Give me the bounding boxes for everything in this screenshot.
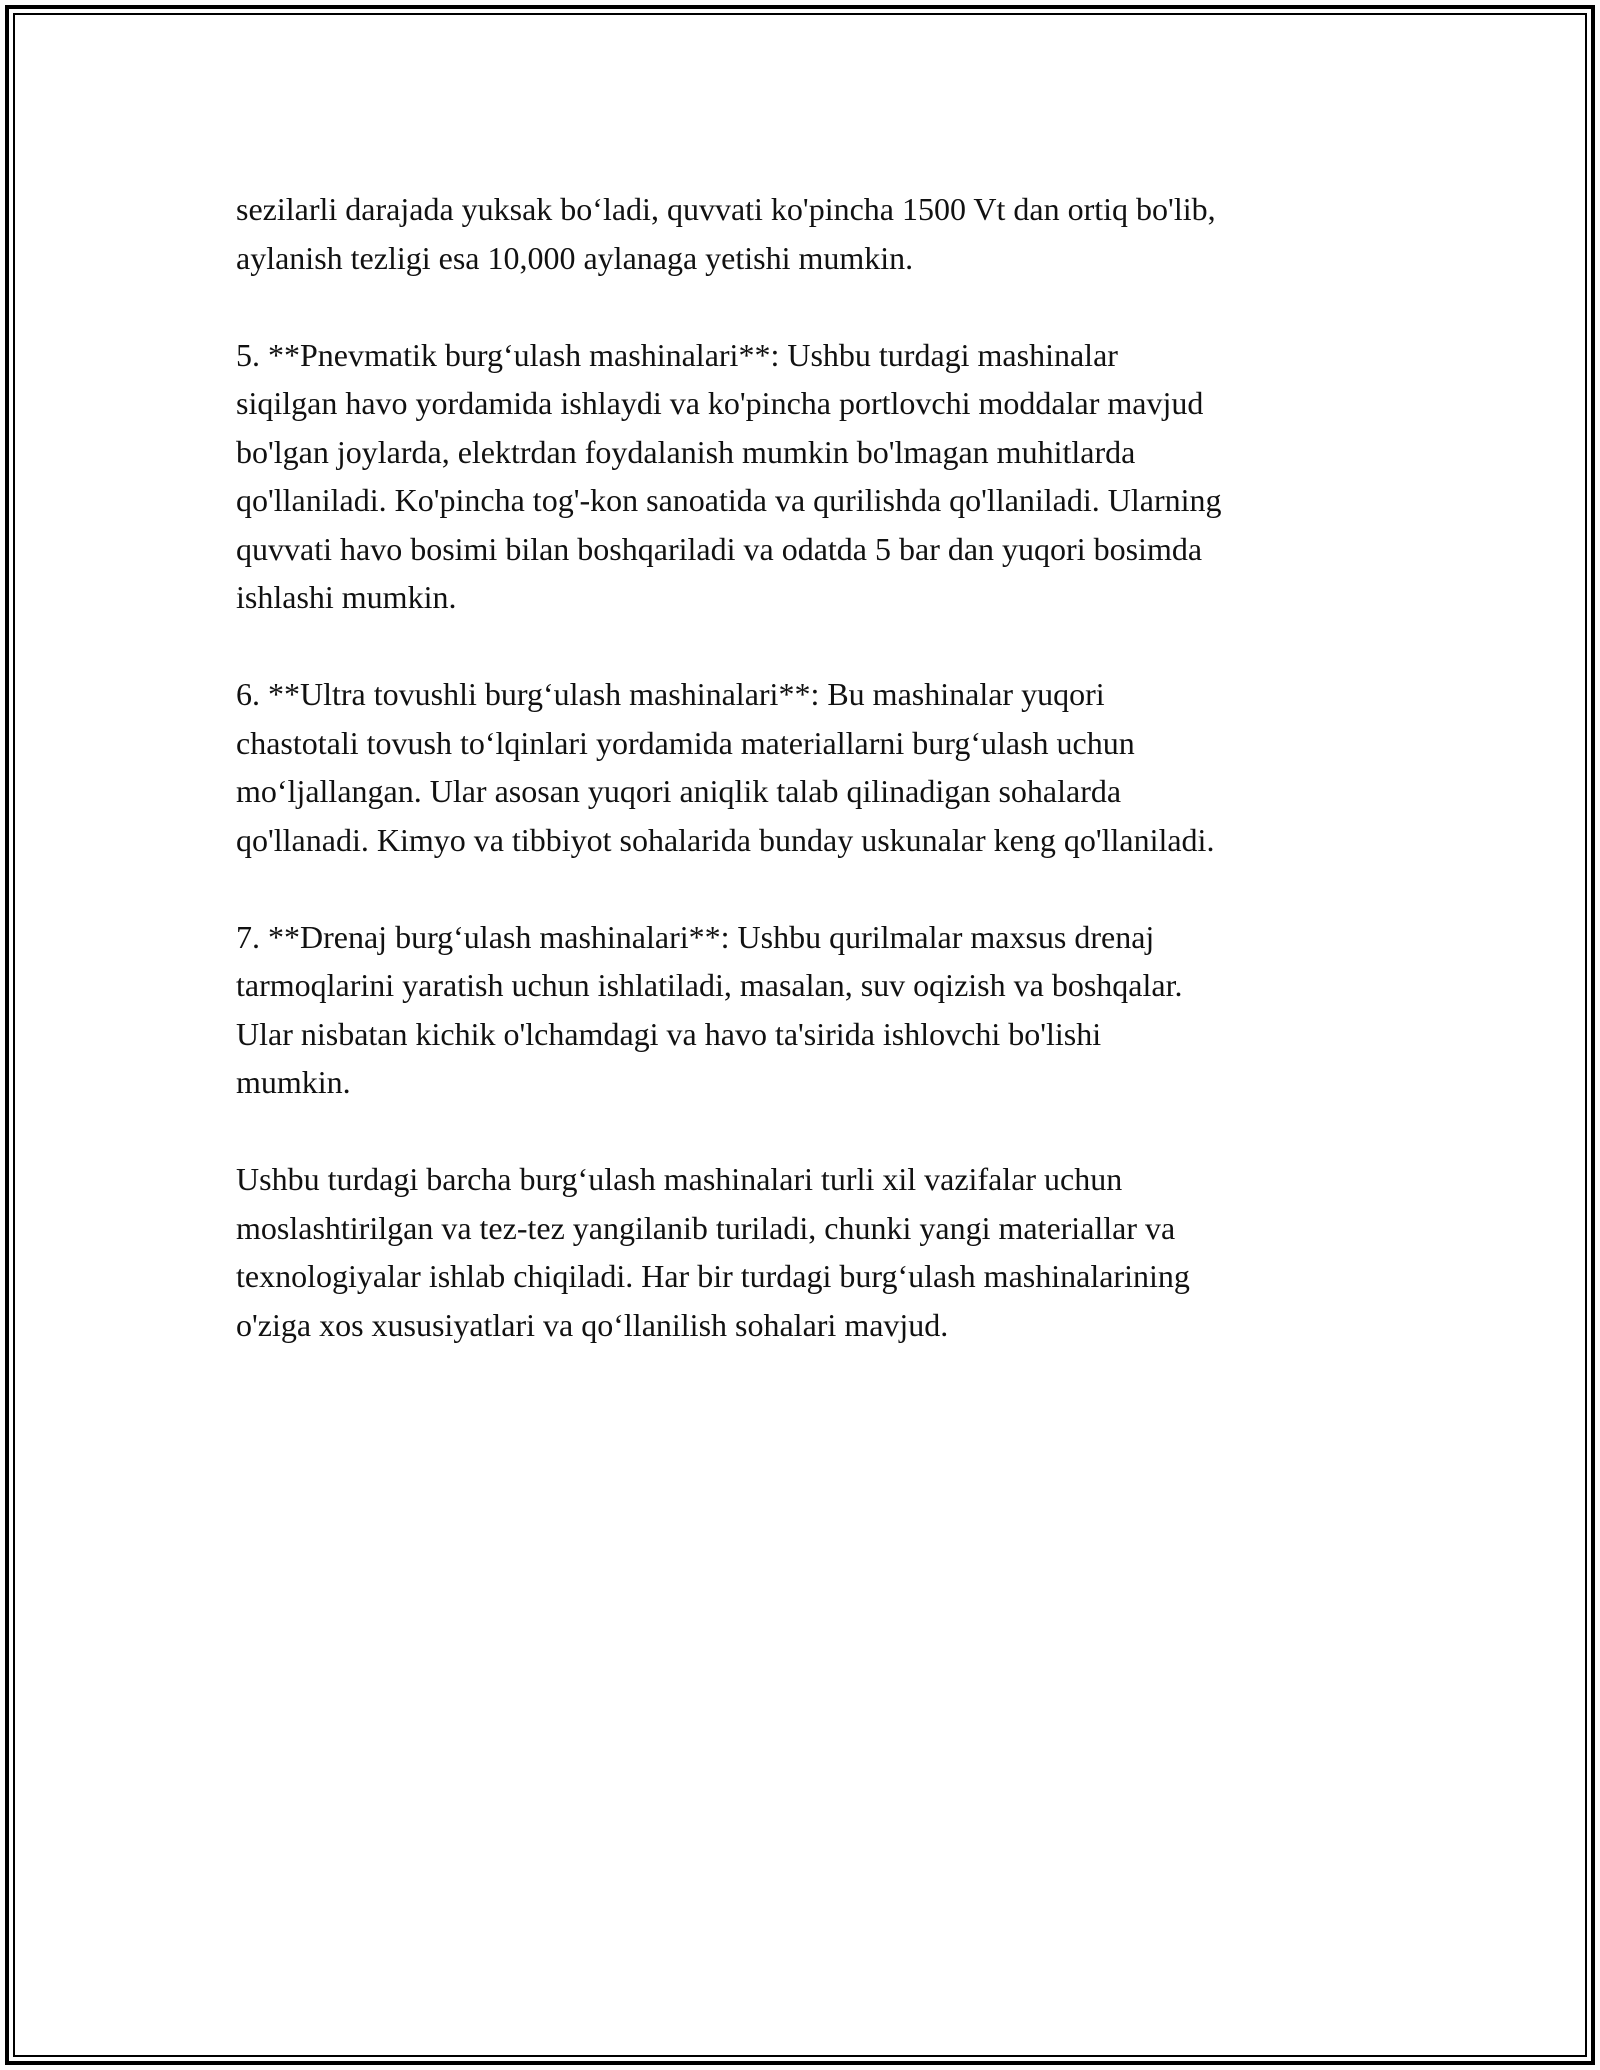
paragraph-conclusion: Ushbu turdagi barcha burg‘ulash mashinalari turli xil vazifalar uchun moslashtirilgan va tez-tez yangilanib turiladi, chunki yangi materiallar va texnologiyalar ishlab chiqiladi. Har bir turdagi burg‘ulash mashinalarining o'ziga xos xususiyatlari va qo‘llanilish sohalari mavjud. <box>236 1161 1190 1343</box>
paragraph-pneumatic-drills: 5. **Pnevmatik burg‘ulash mashinalari**: Ushbu turdagi mashinalar siqilgan havo yordamida ishlaydi va ko'pincha portlovchi moddalar mavjud bo'lgan joylarda, elektrdan foydalanish mumkin bo'lmagan muhitlarda qo'llaniladi. Ko'pincha tog'-kon sanoatida va qurilishda qo'llaniladi. Ularning quvvati havo bosimi bilan boshqariladi va odatda 5 bar dan yuqori bosimda ishlashi mumkin. <box>236 336 1222 615</box>
paragraph-drainage-drills: 7. **Drenaj burg‘ulash mashinalari**: Ushbu qurilmalar maxsus drenaj tarmoqlarini yaratish uchun ishlatiladi, masalan, suv oqizish va boshqalar. Ular nisbatan kichik o'lchamdagi va havo ta'sirida ishlovchi bo'lishi mumkin. <box>236 918 1183 1100</box>
paragraph-ultrasonic-drills: 6. **Ultra tovushli burg‘ulash mashinalari**: Bu mashinalar yuqori chastotali tovush to‘lqinlari yordamida materiallarni burg‘ulash uchun mo‘ljallangan. Ular asosan yuqori aniqlik talab qilinadigan sohalarda qo'llanadi. Kimyo va tibbiyot sohalarida bunday uskunalar keng qo'llaniladi. <box>236 676 1215 858</box>
document-body <box>236 185 1386 1349</box>
paragraph-continuation: sezilarli darajada yuksak bo‘ladi, quvvati ko'pincha 1500 Vt dan ortiq bo'lib, aylanish tezligi esa 10,000 aylanaga yetishi mumkin. <box>236 191 1216 276</box>
